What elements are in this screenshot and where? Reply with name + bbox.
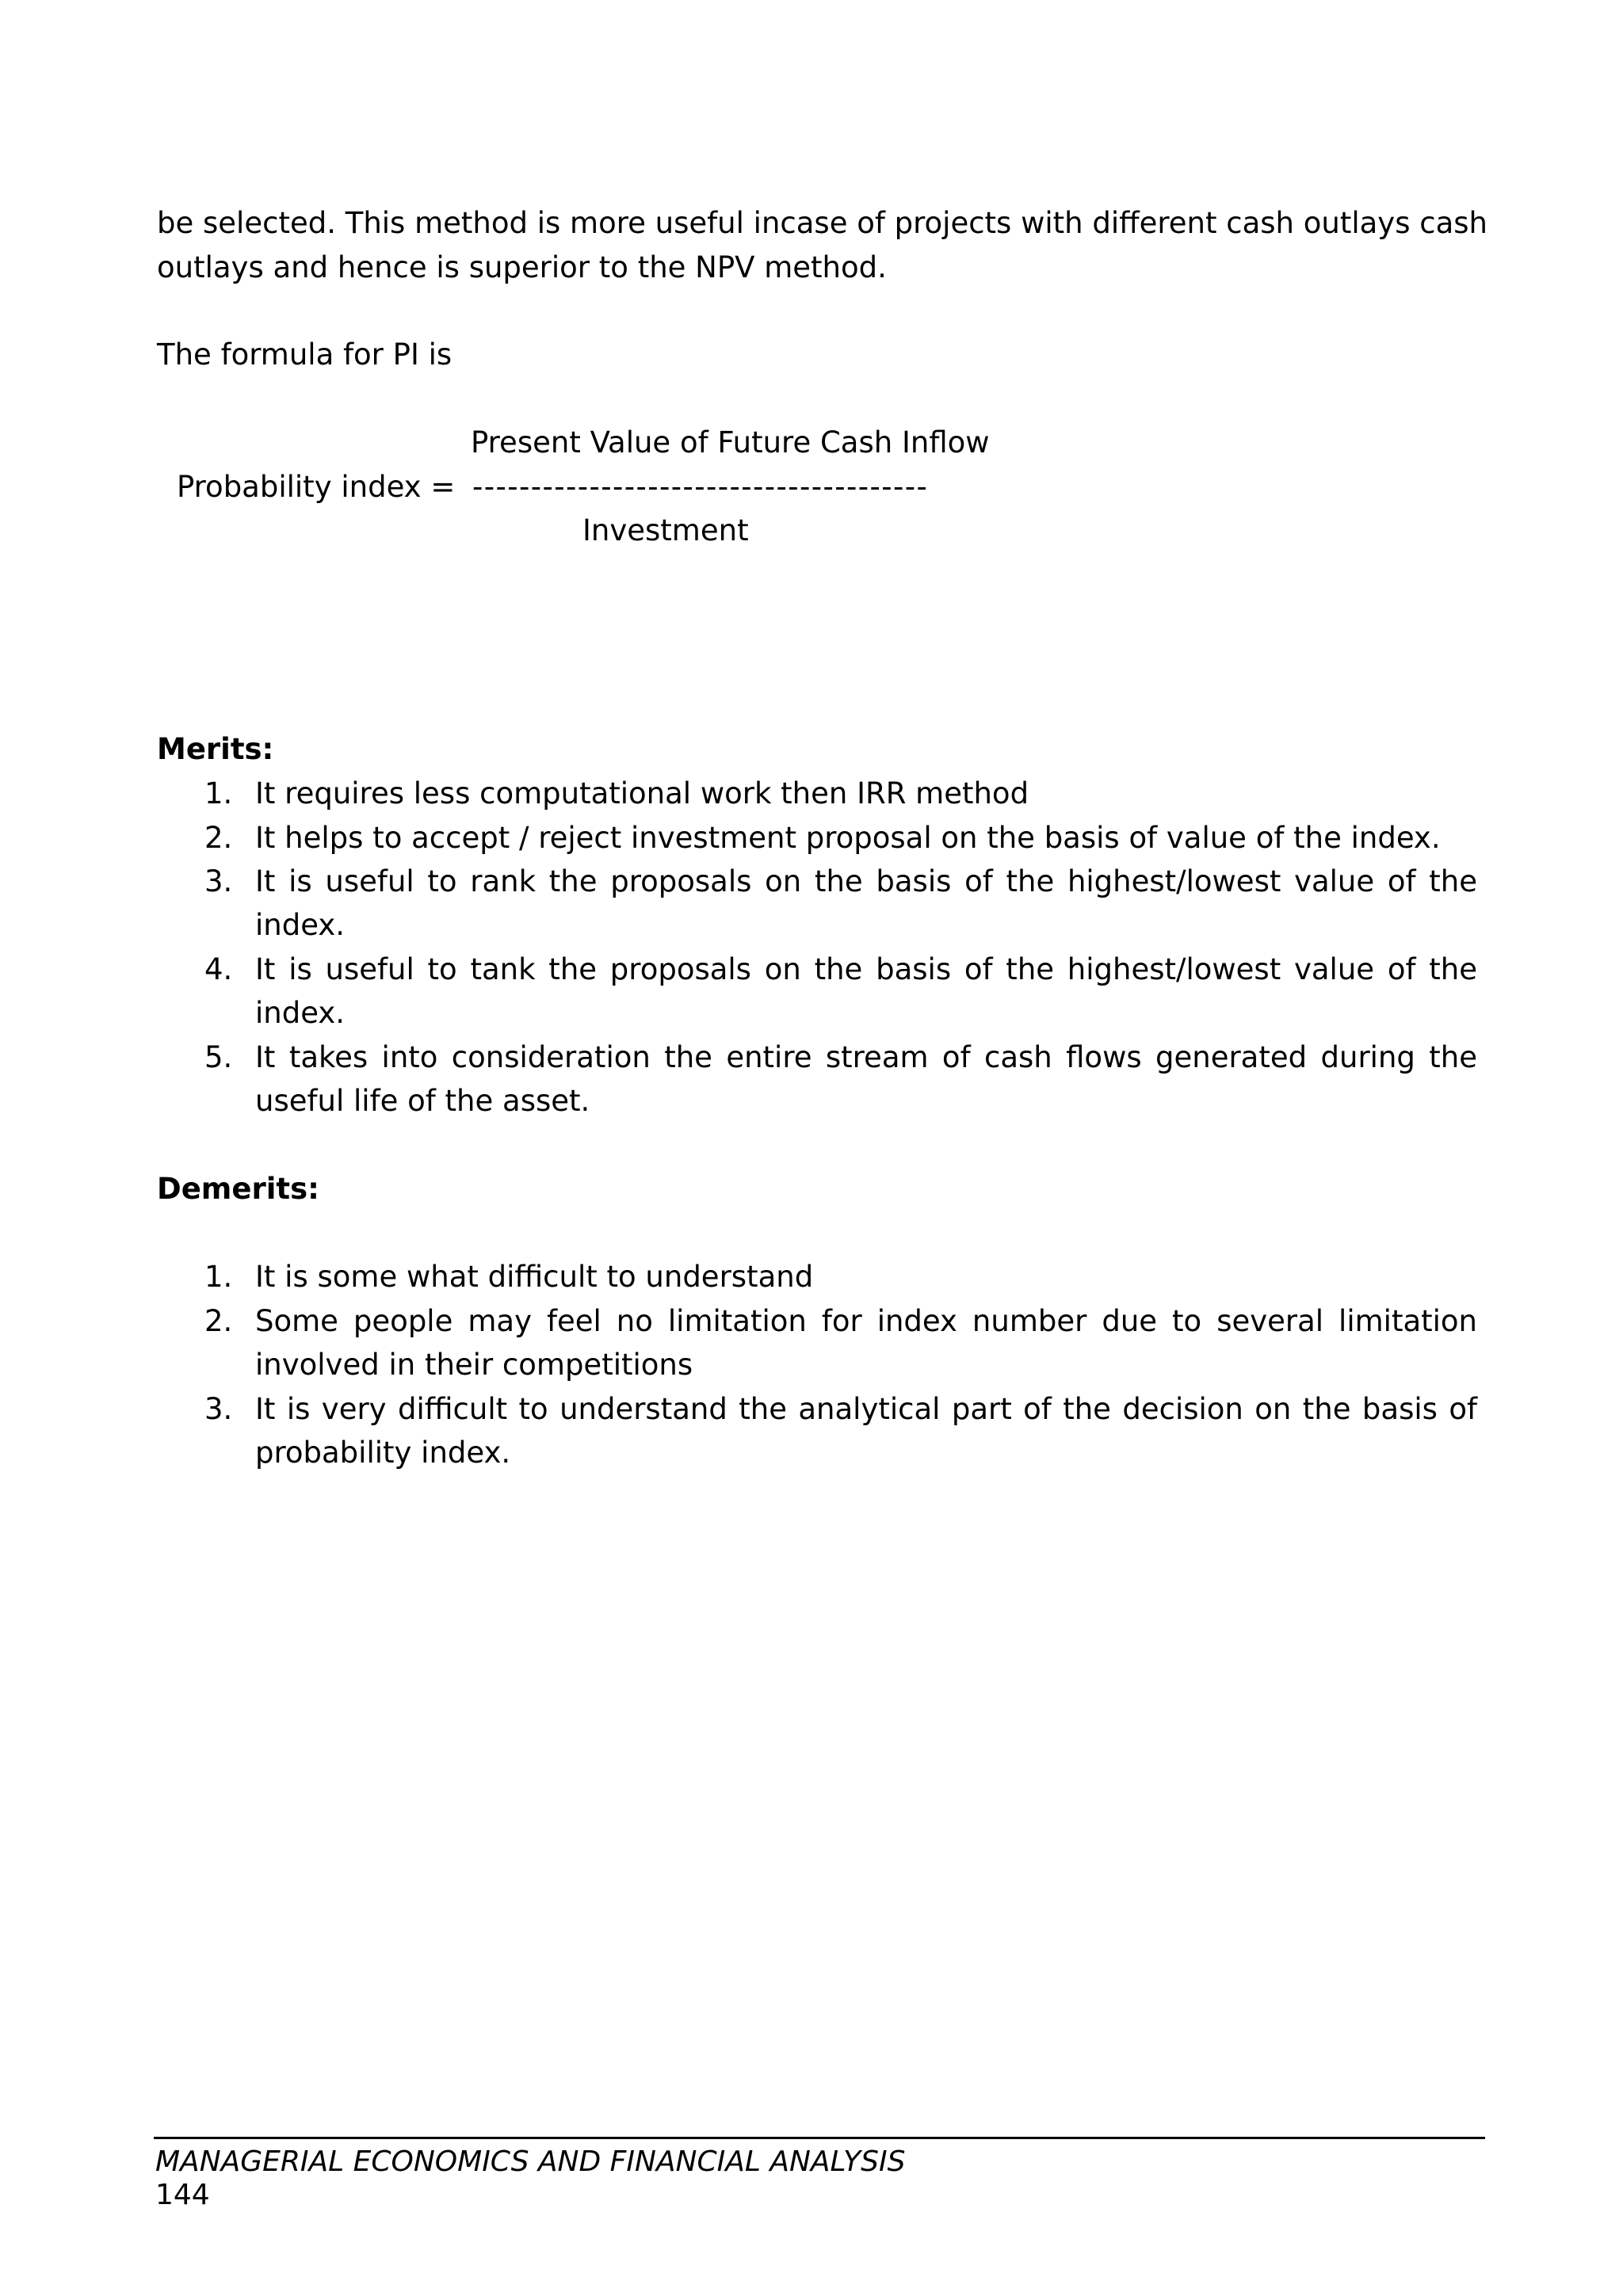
demerits-heading: Demerits: (157, 1172, 319, 1206)
merit-item-3-line-1: It is useful to rank the proposals on the basis of the highest/lowest value of the (255, 864, 1477, 898)
merit-item-5-line-2: useful life of the asset. (255, 1084, 590, 1118)
merit-number: 4. (204, 952, 233, 986)
footer-divider (154, 2137, 1485, 2139)
demerit-number: 1. (204, 1260, 233, 1294)
intro-line-1: be selected. This method is more useful incase of projects with different cash outlays cash (157, 206, 1487, 240)
formula-intro: The formula for PI is (157, 338, 453, 372)
page-number: 144 (155, 2179, 210, 2211)
merit-number: 2. (204, 821, 233, 855)
demerit-item-2-line-1: Some people may feel no limitation for index number due to several limitation (255, 1304, 1477, 1338)
formula-numerator: Present Value of Future Cash Inflow (471, 425, 990, 460)
merits-heading: Merits: (157, 732, 274, 766)
merit-item-4-line-2: index. (255, 996, 345, 1030)
merit-number: 5. (204, 1040, 233, 1074)
merit-item-4-line-1: It is useful to tank the proposals on the basis of the highest/lowest value of the (255, 952, 1477, 986)
footer-title: MANAGERIAL ECONOMICS AND FINANCIAL ANALYSIS (155, 2145, 906, 2178)
merit-item-5-line-1: It takes into consideration the entire stream of cash flows generated during the (255, 1040, 1477, 1074)
merit-item-2: It helps to accept / reject investment proposal on the basis of value of the index. (255, 821, 1441, 855)
demerit-item-2-line-2: involved in their competitions (255, 1348, 693, 1382)
merit-number: 1. (204, 776, 233, 810)
demerit-item-1: It is some what difficult to understand (255, 1260, 814, 1294)
intro-line-2: outlays and hence is superior to the NPV method. (157, 250, 887, 284)
merit-item-3-line-2: index. (255, 908, 345, 942)
formula-label: Probability index = (177, 470, 456, 504)
merit-item-1: It requires less computational work then IRR method (255, 776, 1029, 810)
formula-divider: --------------------------------------- (472, 470, 929, 504)
merit-number: 3. (204, 864, 233, 898)
demerit-number: 3. (204, 1392, 233, 1426)
formula-denominator: Investment (582, 513, 749, 547)
demerit-item-3-line-2: probability index. (255, 1436, 511, 1470)
demerit-number: 2. (204, 1304, 233, 1338)
demerit-item-3-line-1: It is very difficult to understand the analytical part of the decision on the basis of (255, 1392, 1477, 1426)
